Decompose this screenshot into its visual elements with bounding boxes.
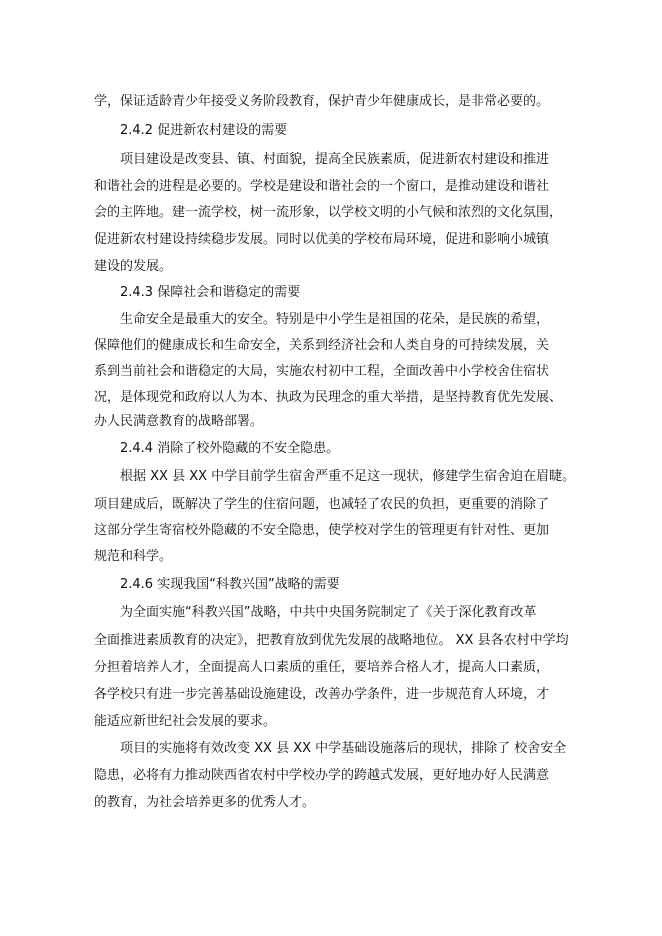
paragraph-line: 能适应新世纪社会发展的要求。: [94, 714, 277, 729]
section-heading: 2.4.4 消除了校外隐藏的不安全隐患。: [120, 441, 340, 456]
paragraph-line: 为全面实施“科教兴国”战略，中共中央国务院制定了《关于深化教育改革: [120, 605, 537, 620]
paragraph-line: 和谐社会的进程是必要的。学校是建设和谐社会的一个窗口，是推动建设和谐社: [94, 179, 550, 194]
paragraph-line: 根据 XX 县 XX 中学目前学生宿舍严重不足这一现状，修建学生宿舍迫在眉睫。: [120, 469, 576, 484]
paragraph-line: 规范和科学。: [94, 549, 173, 564]
paragraph-line: 隐患，必将有力推动陕西省农村中学校办学的跨越式发展，更好地办好人民满意: [94, 768, 550, 783]
paragraph-line: 学，保证适龄青少年接受义务阶段教育，保护青少年健康成长，是非常必要的。: [94, 94, 550, 109]
paragraph-line: 项目建设是改变县、镇、村面貌，提高全民族素质，促进新农村建设和推进: [120, 152, 550, 167]
paragraph-line: 这部分学生寄宿校外隐藏的不安全隐患，使学校对学生的管理更有针对性、更加: [94, 523, 550, 538]
paragraph-line: 促进新农村建设持续稳步发展。同时以优美的学校布局环境，促进和影响小城镇: [94, 232, 550, 247]
paragraph-line: 分担着培养人才，全面提高人口素质的重任，要培养合格人才，提高人口素质，: [94, 660, 550, 675]
paragraph-line: 的教育，为社会培养更多的优秀人才。: [94, 795, 316, 810]
paragraph-line: 项目建成后，既解决了学生的住宿问题，也减轻了农民的负担，更重要的消除了: [94, 497, 550, 512]
paragraph-line: 全面推进素质教育的决定》，把教育放到优先发展的战略地位。 XX 县各农村中学均: [94, 633, 569, 648]
paragraph-line: 各学校只有进一步完善基础设施建设，改善办学条件，进一步规范育人环境，才: [94, 687, 550, 702]
paragraph-line: 会的主阵地。建一流学校，树一流形象，以学校文明的小气候和浓烈的文化氛围，: [94, 205, 563, 220]
paragraph-line: 系到当前社会和谐稳定的大局，实施农村初中工程，全面改善中小学校舍住宿状: [94, 364, 550, 379]
paragraph-line: 生命安全是最重大的安全。特别是中小学生是祖国的花朵，是民族的希望，: [120, 312, 550, 327]
paragraph-line: 建设的发展。: [94, 259, 173, 274]
paragraph-line: 办人民满意教育的战略部署。: [94, 414, 264, 429]
paragraph-line: 况，是体现党和政府以人为本、执政为民理念的重大举措，是坚持教育优先发展、: [94, 390, 563, 405]
paragraph-line: 项目的实施将有效改变 XX 县 XX 中学基础设施落后的现状，排除了 校舍安全: [120, 741, 567, 756]
paragraph-line: 保障他们的健康成长和生命安全，关系到经济社会和人类自身的可持续发展，关: [94, 338, 550, 353]
section-heading: 2.4.2 促进新农村建设的需要: [120, 123, 288, 138]
section-heading: 2.4.3 保障社会和谐稳定的需要: [120, 285, 301, 300]
section-heading: 2.4.6 实现我国“科教兴国”战略的需要: [120, 577, 340, 592]
